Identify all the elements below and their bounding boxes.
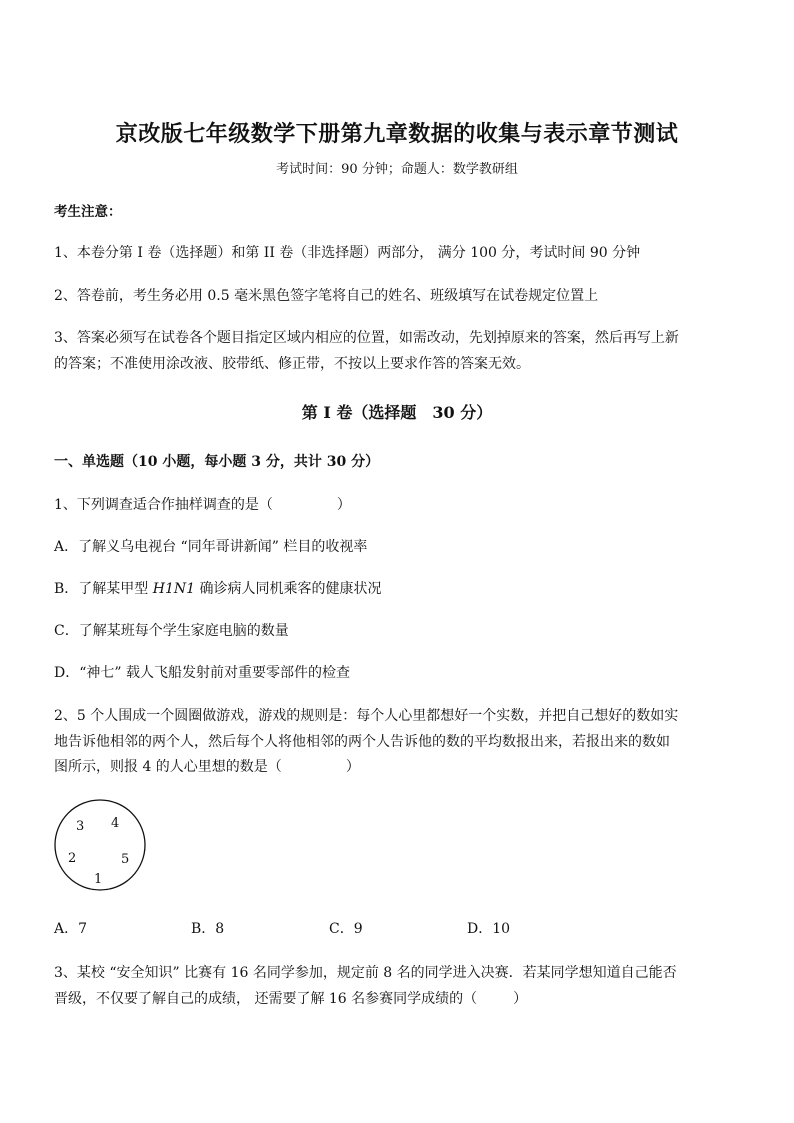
circle-number-4: 4 [111, 816, 120, 831]
notice-item-3: 3、答案必须写在试卷各个题目指定区域内相应的位置，如需改动，先划掉原来的答案，然后再写上新 [54, 330, 679, 346]
option-b-prefix: B．了解某甲型 [54, 581, 153, 597]
part-title: 一、单选题（10 小题，每小题 3 分，共计 30 分） [54, 454, 380, 470]
circle-number-2: 2 [68, 851, 77, 866]
question-3-text: 晋级，不仅要了解自己的成绩， 还需要了解 16 名参赛同学成绩的（ [54, 991, 478, 1007]
question-2-line-3 [54, 756, 360, 776]
circle-diagram [52, 797, 148, 893]
question-2-close: ） [345, 759, 360, 775]
question-3-line-2 [54, 988, 527, 1008]
question-1-option-d: D．“神七” 载人飞船发射前对重要零部件的检查 [54, 665, 350, 681]
circle-number-3: 3 [76, 819, 85, 834]
notice-item-1: 1、本卷分第 I 卷（选择题）和第 II 卷（非选择题）两部分， 满分 100 分，考试时间 90 分钟 [54, 245, 641, 261]
question-3-line-1: 3、某校 “安全知识” 比赛有 16 名同学参加，规定前 8 名的同学进入决赛．若某同学想知道自己能否 [54, 965, 677, 981]
question-2-line-1: 2、5 个人围成一个圆圈做游戏，游戏的规则是：每个人心里都想好一个实数，并把自己想好的数如实 [54, 708, 679, 724]
notice-item-2: 2、答卷前，考生务必用 0.5 毫米黑色签字笔将自己的姓名、班级填写在试卷规定位置上 [54, 288, 599, 304]
question-1-stem [54, 494, 351, 514]
question-1-option-b [54, 578, 381, 598]
section-title: 第 I 卷（选择题 30 分） [301, 403, 493, 422]
question-2-text: 图所示，则报 4 的人心里想的数是（ [54, 759, 282, 775]
notice-item-3-cont: 的答案；不准使用涂改液、胶带纸、修正带，不按以上要求作答的答案无效。 [54, 356, 530, 372]
question-1-close: ） [336, 497, 351, 513]
question-2-option-c: C．9 [329, 921, 363, 937]
circle-number-5: 5 [121, 852, 130, 867]
option-b-suffix: 确诊病人同机乘客的健康状况 [195, 581, 382, 597]
question-2-option-a: A．7 [54, 921, 88, 937]
page-title: 京改版七年级数学下册第九章数据的收集与表示章节测试 [115, 121, 679, 147]
question-3-close: ） [513, 991, 528, 1007]
circle-number-1: 1 [94, 872, 103, 887]
option-b-term: H1N1 [152, 581, 196, 597]
question-1-option-a: A．了解义乌电视台 “同年哥讲新闻” 栏目的收视率 [54, 539, 368, 555]
question-1-option-c: C．了解某班每个学生家庭电脑的数量 [54, 623, 289, 639]
question-2-option-b: B．8 [191, 921, 225, 937]
notice-label: 考生注意： [54, 204, 122, 220]
question-2-option-d: D．10 [467, 921, 511, 937]
question-2-line-2: 地告诉他相邻的两个人，然后每个人将他相邻的两个人告诉他的数的平均数报出来，若报出来的数如 [54, 734, 670, 750]
question-1-text: 1、下列调查适合作抽样调查的是（ [54, 497, 273, 513]
exam-subtitle: 考试时间：90 分钟；命题人：数学教研组 [276, 162, 518, 177]
